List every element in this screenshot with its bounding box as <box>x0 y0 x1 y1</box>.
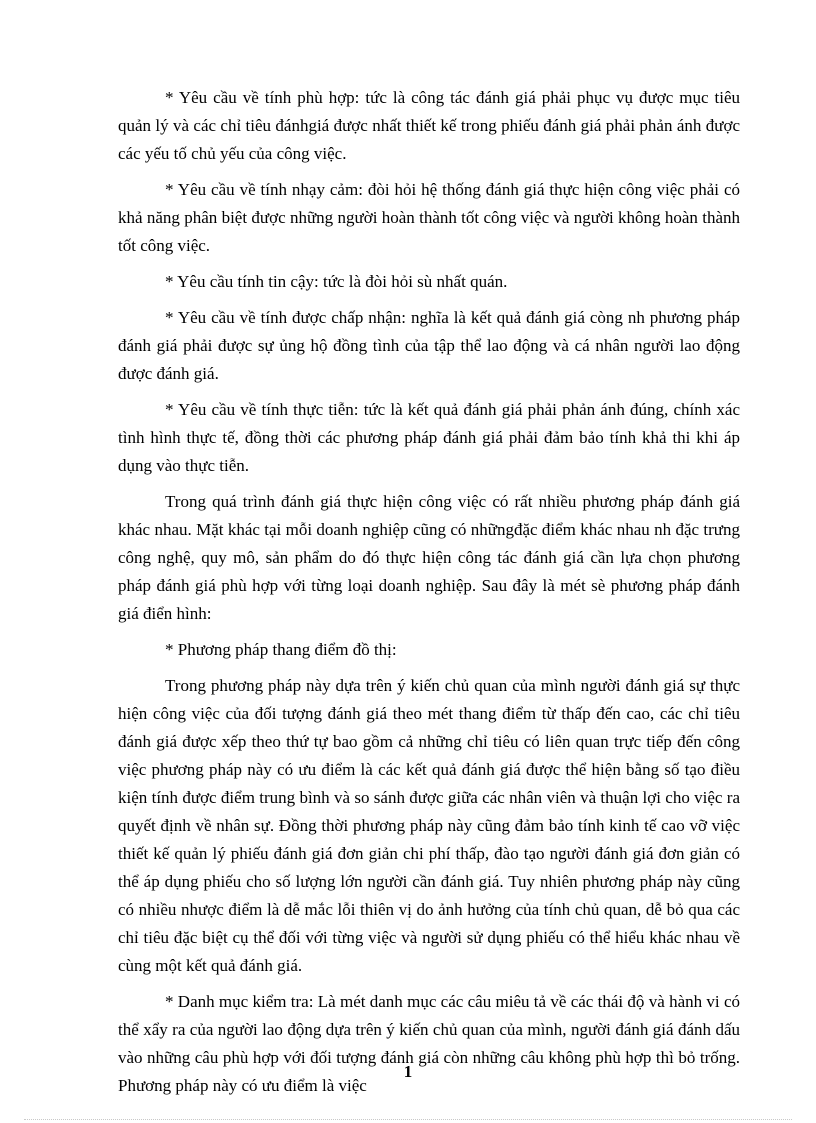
paragraph-graphic-rating-heading: * Phương pháp thang điểm đồ thị: <box>165 640 397 659</box>
paragraph-methods-intro: Trong quá trình đánh giá thực hiện công việc có rất nhiều phương pháp đánh giá khác nhau. Mặt khác tại mỗi doanh nghiệp cũng có nhữngđặc điểm khác nhau nh đặc trưng công nghệ, quy mô, sản phẩm do đó thực hiện công tác đánh giá cần lựa chọn phương pháp đánh giá phù hợp với từng loại doanh nghiệp. Sau đây là mét sè phương pháp đánh giá điển hình: <box>118 492 740 623</box>
paragraph-requirement-suitability: * Yêu cầu về tính phù hợp: tức là công tác đánh giá phải phục vụ được mục tiêu quản lý và các chỉ tiêu đánhgiá được nhất thiết kế trong phiếu đánh giá phải phản ánh được các yếu tố chủ yếu của công việc. <box>118 88 740 163</box>
paragraph-requirement-reliability: * Yêu cầu tính tin cậy: tức là đòi hỏi sù nhất quán. <box>165 272 508 291</box>
page-bottom-divider <box>24 1119 792 1120</box>
paragraph-requirement-practicality: * Yêu cầu về tính thực tiễn: tức là kết quả đánh giá phải phản ánh đúng, chính xác tình hình thực tế, đồng thời các phương pháp đánh giá phải đảm bảo tính khả thi khi áp dụng vào thực tiễn. <box>118 400 740 475</box>
page-number: 1 <box>403 1062 413 1081</box>
paragraph-requirement-sensitivity: * Yêu cầu về tính nhạy cảm: đòi hỏi hệ thống đánh giá thực hiện công việc phải có khả năng phân biệt được những người hoàn thành tốt công việc và người không hoàn thành tốt công việc. <box>118 180 740 255</box>
paragraph-checklist: * Danh mục kiểm tra: Là mét danh mục các câu miêu tả về các thái độ và hành vi có thể xẩy ra của người lao động dựa trên ý kiến chủ quan của mình, người đánh giá đánh dấu vào những câu phù hợp với đối tượng đánh giá còn những câu không phù hợp thì bỏ trống. Phương pháp này có ưu điểm là việc <box>118 992 740 1095</box>
document-body <box>118 84 740 1108</box>
paragraph-graphic-rating-body: Trong phương pháp này dựa trên ý kiến chủ quan của mình người đánh giá sự thực hiện công việc của đối tượng đánh giá theo mét thang điểm từ thấp đến cao, các chỉ tiêu đánh giá được xếp theo thứ tự bao gồm cả những chỉ tiêu có liên quan trực tiếp đến công việc phương pháp này có ưu điểm là các kết quả đánh giá được thể hiện bằng số tạo điều kiện tính được điểm trung bình và so sánh được giữa các nhân viên và thuận lợi cho việc ra quyết định về nhân sự. Đồng thời phương pháp này cũng đảm bảo tính kinh tế cao vỡ việc thiết kế quản lý phiếu đánh giá đơn giản chi phí thấp, đào tạo người đánh giá đơn giản có thể áp dụng phiếu cho số lượng lớn người cần đánh giá. Tuy nhiên phương pháp này cũng có nhiều nhược điểm là dễ mắc lỗi thiên vị do ảnh hưởng của tính chủ quan, dễ bỏ qua các chỉ tiêu đặc biệt cụ thể đối với từng việc và người sử dụng phiếu có thể hiểu khác nhau về cùng một kết quả đánh giá. <box>118 676 740 975</box>
paragraph-requirement-acceptability: * Yêu cầu về tính được chấp nhận: nghĩa là kết quả đánh giá còng nh phương pháp đánh giá phải được sự ủng hộ đồng tình của tập thể lao động và cá nhân người lao động được đánh giá. <box>118 308 740 383</box>
